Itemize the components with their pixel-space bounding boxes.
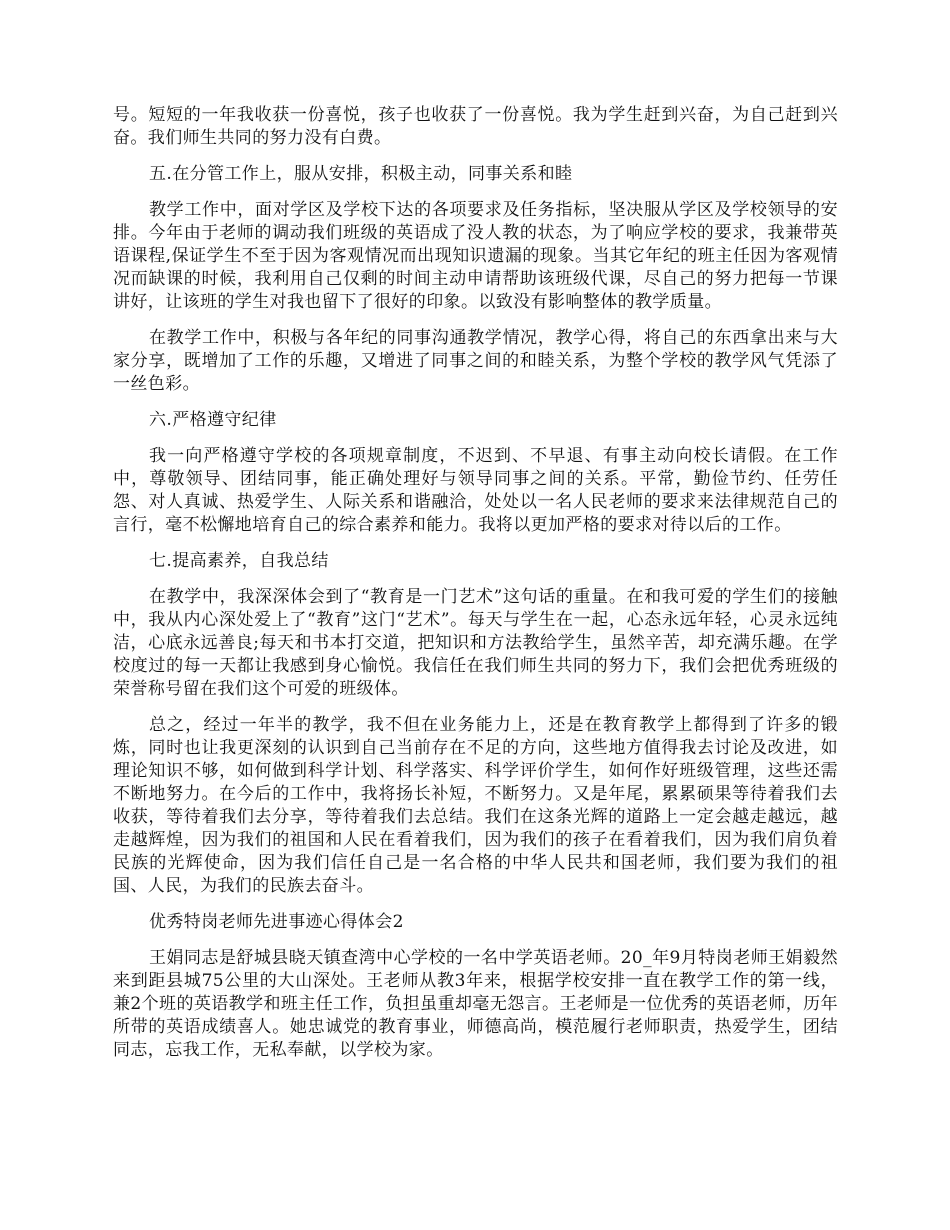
paragraph-continuation: 号。短短的一年我收获一份喜悦，孩子也收获了一份喜悦。我为学生赶到兴奋，为自己赶到兴奋。我们师生共同的努力没有白费。 [113, 105, 838, 148]
article-title-2: 优秀特岗老师先进事迹心得体会2 [149, 912, 404, 932]
document-page [113, 104, 838, 1075]
paragraph: 王娟同志是舒城县晓天镇查湾中心学校的一名中学英语老师。20_年9月特岗老师王娟毅然来到距县城75公里的大山深处。王老师从教3年来，根据学校安排一直在教学工作的第一线，兼2个班的英语教学和班主任工作，负担虽重却毫无怨言。王老师是一位优秀的英语老师，历年所带的英语成绩喜人。她忠诚党的教育事业，师德高尚，模范履行老师职责，热爱学生，团结同志，忘我工作，无私奉献，以学校为家。 [113, 948, 838, 1060]
section-heading-6: 六.严格遵守纪律 [149, 410, 277, 430]
paragraph: 总之，经过一年半的教学，我不但在业务能力上，还是在教育教学上都得到了许多的锻炼，同时也让我更深刻的认识到自己当前存在不足的方向，这些地方值得我去讨论及改进，如理论知识不够，如何做到科学计划、科学落实、科学评价学生，如何作好班级管理，这些还需不断地努力。在今后的工作中，我将扬长补短，不断努力。又是年尾，累累硕果等待着我们去收获，等待着我们去分享，等待着我们去总结。我们在这条光辉的道路上一定会越走越远，越走越辉煌，因为我们的祖国和人民在看着我们，因为我们的孩子在看着我们，因为我们肩负着民族的光辉使命，因为我们信任自己是一名合格的中华人民共和国老师，我们要为我们的祖国、人民，为我们的民族去奋斗。 [113, 715, 838, 896]
paragraph: 我一向严格遵守学校的各项规章制度，不迟到、不早退、有事主动向校长请假。在工作中，尊敬领导、团结同事，能正确处理好与领导同事之间的关系。平常，勤俭节约、任劳任怨、对人真诚、热爱学生、人际关系和谐融洽，处处以一名人民老师的要求来法律规范自己的言行，毫不松懈地培育自己的综合素养和能力。我将以更加严格的要求对待以后的工作。 [113, 446, 838, 535]
section-heading-7: 七.提高素养，自我总结 [149, 551, 329, 571]
paragraph: 在教学工作中，积极与各年纪的同事沟通教学情况，教学心得，将自己的东西拿出来与大家分享，既增加了工作的乐趣，又增进了同事之间的和睦关系，为整个学校的教学风气凭添了一丝色彩。 [113, 328, 838, 394]
section-heading-5: 五.在分管工作上，服从安排，积极主动，同事关系和睦 [149, 164, 573, 184]
paragraph: 在教学中，我深深体会到了“教育是一门艺术”这句话的重量。在和我可爱的学生们的接触中，我从内心深处爱上了“教育”这门“艺术”。每天与学生在一起，心态永远年轻，心灵永远纯洁，心底永远善良;每天和书本打交道，把知识和方法教给学生，虽然辛苦，却充满乐趣。在学校度过的每一天都让我感到身心愉悦。我信任在我们师生共同的努力下，我们会把优秀班级的荣誉称号留在我们这个可爱的班级体。 [113, 587, 838, 699]
paragraph: 教学工作中，面对学区及学校下达的各项要求及任务指标，坚决服从学区及学校领导的安排。今年由于老师的调动我们班级的英语成了没人教的状态，为了响应学校的要求，我兼带英语课程,保证学生不至于因为客观情况而出现知识遗漏的现象。当其它年纪的班主任因为客观情况而缺课的时候，我利用自己仅剩的时间主动申请帮助该班级代课，尽自己的努力把每一节课讲好，让该班的学生对我也留下了很好的印象。以致没有影响整体的教学质量。 [113, 200, 838, 312]
